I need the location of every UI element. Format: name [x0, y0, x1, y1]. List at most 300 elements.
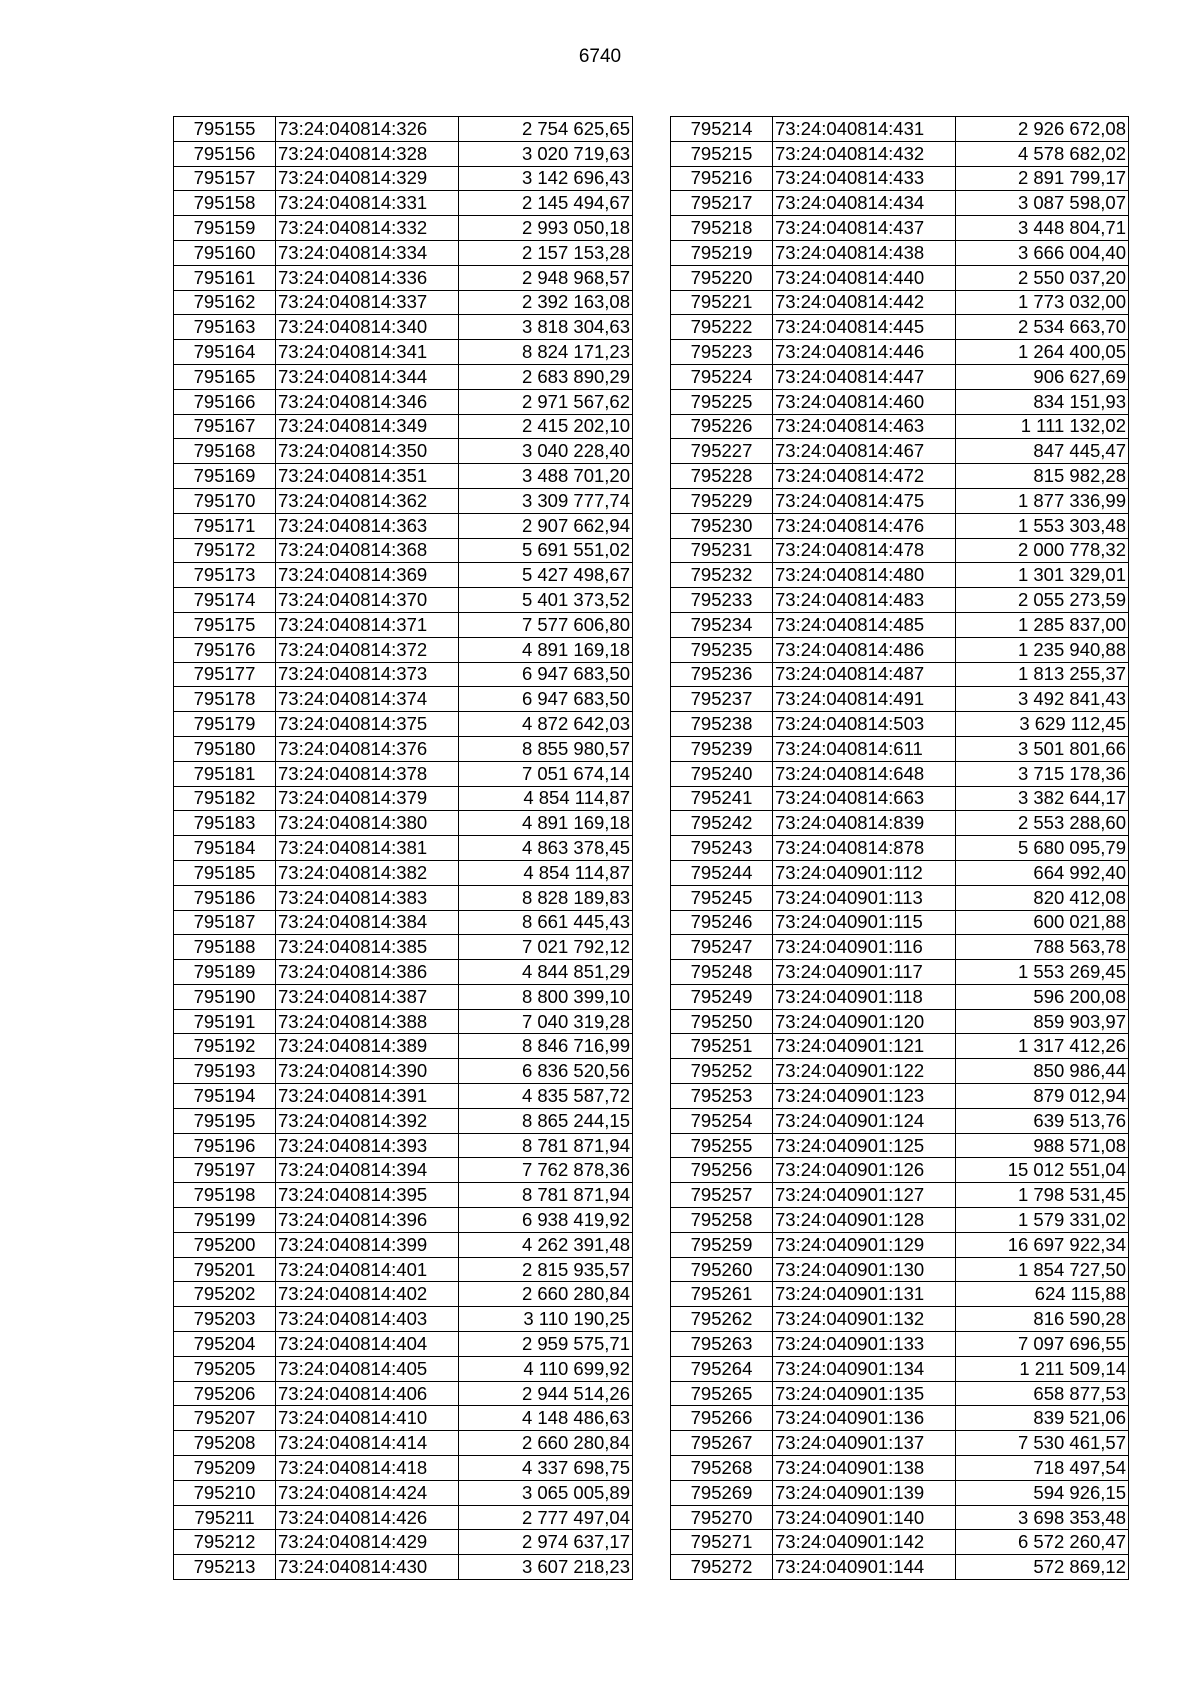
cadastral-number-cell: 73:24:040814:438 [773, 240, 956, 265]
registry-table-right-body [671, 117, 1129, 1580]
cadastral-number-cell: 73:24:040901:131 [773, 1282, 956, 1307]
table-row [671, 935, 1129, 960]
row-number-cell: 795258 [671, 1208, 773, 1233]
cadastral-number-cell: 73:24:040814:384 [276, 910, 459, 935]
cadastral-number-cell: 73:24:040814:480 [773, 563, 956, 588]
row-number-cell: 795272 [671, 1555, 773, 1580]
value-cell: 2 974 637,17 [459, 1530, 633, 1555]
value-cell: 7 577 606,80 [459, 612, 633, 637]
value-cell: 8 781 871,94 [459, 1133, 633, 1158]
table-row [671, 513, 1129, 538]
cadastral-number-cell: 73:24:040814:389 [276, 1034, 459, 1059]
cadastral-number-cell: 73:24:040814:392 [276, 1108, 459, 1133]
cadastral-number-cell: 73:24:040901:127 [773, 1183, 956, 1208]
value-cell: 5 680 095,79 [956, 836, 1129, 861]
row-number-cell: 795168 [174, 439, 276, 464]
table-row [671, 166, 1129, 191]
row-number-cell: 795188 [174, 935, 276, 960]
table-row [174, 513, 633, 538]
table-row [174, 736, 633, 761]
cadastral-number-cell: 73:24:040814:391 [276, 1084, 459, 1109]
cadastral-number-cell: 73:24:040901:134 [773, 1356, 956, 1381]
table-row [174, 910, 633, 935]
value-cell: 8 855 980,57 [459, 736, 633, 761]
table-row [174, 538, 633, 563]
value-cell: 3 629 112,45 [956, 712, 1129, 737]
row-number-cell: 795266 [671, 1406, 773, 1431]
value-cell: 624 115,88 [956, 1282, 1129, 1307]
row-number-cell: 795173 [174, 563, 276, 588]
cadastral-number-cell: 73:24:040814:374 [276, 687, 459, 712]
table-row [671, 885, 1129, 910]
table-row [671, 687, 1129, 712]
cadastral-number-cell: 73:24:040814:410 [276, 1406, 459, 1431]
cadastral-number-cell: 73:24:040814:442 [773, 290, 956, 315]
cadastral-number-cell: 73:24:040814:344 [276, 364, 459, 389]
table-row [671, 662, 1129, 687]
cadastral-number-cell: 73:24:040814:328 [276, 141, 459, 166]
row-number-cell: 795227 [671, 439, 773, 464]
row-number-cell: 795165 [174, 364, 276, 389]
value-cell: 820 412,08 [956, 885, 1129, 910]
table-row [671, 1282, 1129, 1307]
registry-table-left [173, 116, 633, 1580]
table-row [174, 1084, 633, 1109]
value-cell: 2 944 514,26 [459, 1381, 633, 1406]
row-number-cell: 795226 [671, 414, 773, 439]
value-cell: 850 986,44 [956, 1059, 1129, 1084]
row-number-cell: 795234 [671, 612, 773, 637]
table-row [671, 786, 1129, 811]
cadastral-number-cell: 73:24:040814:368 [276, 538, 459, 563]
cadastral-number-cell: 73:24:040814:381 [276, 836, 459, 861]
cadastral-number-cell: 73:24:040901:120 [773, 1009, 956, 1034]
cadastral-number-cell: 73:24:040901:113 [773, 885, 956, 910]
table-row [174, 612, 633, 637]
cadastral-number-cell: 73:24:040901:135 [773, 1381, 956, 1406]
row-number-cell: 795256 [671, 1158, 773, 1183]
row-number-cell: 795230 [671, 513, 773, 538]
table-row [174, 637, 633, 662]
table-row [671, 117, 1129, 142]
cadastral-number-cell: 73:24:040814:475 [773, 488, 956, 513]
cadastral-number-cell: 73:24:040901:136 [773, 1406, 956, 1431]
row-number-cell: 795172 [174, 538, 276, 563]
table-row [174, 1059, 633, 1084]
cadastral-number-cell: 73:24:040901:144 [773, 1555, 956, 1580]
cadastral-number-cell: 73:24:040901:140 [773, 1505, 956, 1530]
cadastral-number-cell: 73:24:040814:491 [773, 687, 956, 712]
table-row [671, 1431, 1129, 1456]
value-cell: 4 262 391,48 [459, 1232, 633, 1257]
table-row [671, 1456, 1129, 1481]
value-cell: 4 891 169,18 [459, 811, 633, 836]
cadastral-number-cell: 73:24:040814:430 [276, 1555, 459, 1580]
table-row [174, 1356, 633, 1381]
cadastral-number-cell: 73:24:040901:128 [773, 1208, 956, 1233]
value-cell: 3 501 801,66 [956, 736, 1129, 761]
cadastral-number-cell: 73:24:040814:440 [773, 265, 956, 290]
row-number-cell: 795205 [174, 1356, 276, 1381]
row-number-cell: 795244 [671, 860, 773, 885]
table-row [174, 439, 633, 464]
value-cell: 2 777 497,04 [459, 1505, 633, 1530]
value-cell: 1 553 269,45 [956, 960, 1129, 985]
table-row [671, 1356, 1129, 1381]
table-row [671, 340, 1129, 365]
row-number-cell: 795213 [174, 1555, 276, 1580]
row-number-cell: 795217 [671, 191, 773, 216]
row-number-cell: 795233 [671, 588, 773, 613]
cadastral-number-cell: 73:24:040814:487 [773, 662, 956, 687]
value-cell: 4 844 851,29 [459, 960, 633, 985]
value-cell: 1 235 940,88 [956, 637, 1129, 662]
value-cell: 1 264 400,05 [956, 340, 1129, 365]
row-number-cell: 795231 [671, 538, 773, 563]
value-cell: 3 715 178,36 [956, 761, 1129, 786]
cadastral-number-cell: 73:24:040814:431 [773, 117, 956, 142]
table-row [671, 860, 1129, 885]
value-cell: 3 142 696,43 [459, 166, 633, 191]
row-number-cell: 795157 [174, 166, 276, 191]
cadastral-number-cell: 73:24:040814:403 [276, 1307, 459, 1332]
table-row [671, 761, 1129, 786]
row-number-cell: 795190 [174, 984, 276, 1009]
value-cell: 4 148 486,63 [459, 1406, 633, 1431]
cadastral-number-cell: 73:24:040814:476 [773, 513, 956, 538]
table-row [174, 811, 633, 836]
value-cell: 2 534 663,70 [956, 315, 1129, 340]
table-row [174, 166, 633, 191]
table-row [174, 1133, 633, 1158]
cadastral-number-cell: 73:24:040814:426 [276, 1505, 459, 1530]
row-number-cell: 795185 [174, 860, 276, 885]
row-number-cell: 795195 [174, 1108, 276, 1133]
value-cell: 2 550 037,20 [956, 265, 1129, 290]
row-number-cell: 795238 [671, 712, 773, 737]
cadastral-number-cell: 73:24:040814:363 [276, 513, 459, 538]
table-row [174, 712, 633, 737]
row-number-cell: 795207 [174, 1406, 276, 1431]
row-number-cell: 795250 [671, 1009, 773, 1034]
cadastral-number-cell: 73:24:040901:117 [773, 960, 956, 985]
table-row [174, 1480, 633, 1505]
value-cell: 6 572 260,47 [956, 1530, 1129, 1555]
value-cell: 2 660 280,84 [459, 1431, 633, 1456]
row-number-cell: 795159 [174, 216, 276, 241]
value-cell: 6 938 419,92 [459, 1208, 633, 1233]
value-cell: 3 040 228,40 [459, 439, 633, 464]
cadastral-number-cell: 73:24:040814:382 [276, 860, 459, 885]
row-number-cell: 795212 [174, 1530, 276, 1555]
row-number-cell: 795158 [174, 191, 276, 216]
value-cell: 879 012,94 [956, 1084, 1129, 1109]
table-row [671, 538, 1129, 563]
cadastral-number-cell: 73:24:040814:460 [773, 389, 956, 414]
cadastral-number-cell: 73:24:040814:351 [276, 464, 459, 489]
row-number-cell: 795225 [671, 389, 773, 414]
value-cell: 8 824 171,23 [459, 340, 633, 365]
table-row [671, 1480, 1129, 1505]
value-cell: 2 660 280,84 [459, 1282, 633, 1307]
row-number-cell: 795192 [174, 1034, 276, 1059]
cadastral-number-cell: 73:24:040901:137 [773, 1431, 956, 1456]
row-number-cell: 795247 [671, 935, 773, 960]
cadastral-number-cell: 73:24:040814:432 [773, 141, 956, 166]
table-row [671, 141, 1129, 166]
cadastral-number-cell: 73:24:040814:334 [276, 240, 459, 265]
cadastral-number-cell: 73:24:040814:375 [276, 712, 459, 737]
value-cell: 4 578 682,02 [956, 141, 1129, 166]
value-cell: 1 317 412,26 [956, 1034, 1129, 1059]
page-number: 6740 [578, 46, 622, 67]
table-row [671, 984, 1129, 1009]
row-number-cell: 795232 [671, 563, 773, 588]
row-number-cell: 795223 [671, 340, 773, 365]
cadastral-number-cell: 73:24:040814:379 [276, 786, 459, 811]
cadastral-number-cell: 73:24:040814:418 [276, 1456, 459, 1481]
row-number-cell: 795241 [671, 786, 773, 811]
value-cell: 3 492 841,43 [956, 687, 1129, 712]
value-cell: 3 448 804,71 [956, 216, 1129, 241]
table-row [671, 1505, 1129, 1530]
cadastral-number-cell: 73:24:040814:372 [276, 637, 459, 662]
cadastral-number-cell: 73:24:040814:386 [276, 960, 459, 985]
table-row [671, 960, 1129, 985]
value-cell: 2 553 288,60 [956, 811, 1129, 836]
table-row [174, 1456, 633, 1481]
row-number-cell: 795245 [671, 885, 773, 910]
table-row [671, 836, 1129, 861]
row-number-cell: 795269 [671, 1480, 773, 1505]
value-cell: 7 040 319,28 [459, 1009, 633, 1034]
cadastral-number-cell: 73:24:040814:336 [276, 265, 459, 290]
cadastral-number-cell: 73:24:040814:393 [276, 1133, 459, 1158]
row-number-cell: 795265 [671, 1381, 773, 1406]
cadastral-number-cell: 73:24:040814:839 [773, 811, 956, 836]
value-cell: 1 111 132,02 [956, 414, 1129, 439]
row-number-cell: 795263 [671, 1332, 773, 1357]
cadastral-number-cell: 73:24:040814:437 [773, 216, 956, 241]
value-cell: 834 151,93 [956, 389, 1129, 414]
cadastral-number-cell: 73:24:040901:132 [773, 1307, 956, 1332]
value-cell: 1 579 331,02 [956, 1208, 1129, 1233]
table-row [174, 687, 633, 712]
cadastral-number-cell: 73:24:040814:362 [276, 488, 459, 513]
row-number-cell: 795198 [174, 1183, 276, 1208]
cadastral-number-cell: 73:24:040901:130 [773, 1257, 956, 1282]
row-number-cell: 795222 [671, 315, 773, 340]
cadastral-number-cell: 73:24:040814:369 [276, 563, 459, 588]
value-cell: 639 513,76 [956, 1108, 1129, 1133]
row-number-cell: 795187 [174, 910, 276, 935]
value-cell: 16 697 922,34 [956, 1232, 1129, 1257]
table-row [174, 141, 633, 166]
row-number-cell: 795260 [671, 1257, 773, 1282]
table-row [174, 1505, 633, 1530]
row-number-cell: 795186 [174, 885, 276, 910]
row-number-cell: 795246 [671, 910, 773, 935]
value-cell: 988 571,08 [956, 1133, 1129, 1158]
cadastral-number-cell: 73:24:040814:648 [773, 761, 956, 786]
cadastral-number-cell: 73:24:040814:341 [276, 340, 459, 365]
table-row [174, 1307, 633, 1332]
table-row [671, 712, 1129, 737]
value-cell: 1 773 032,00 [956, 290, 1129, 315]
table-row [174, 1332, 633, 1357]
value-cell: 4 110 699,92 [459, 1356, 633, 1381]
cadastral-number-cell: 73:24:040814:331 [276, 191, 459, 216]
value-cell: 6 947 683,50 [459, 662, 633, 687]
cadastral-number-cell: 73:24:040814:503 [773, 712, 956, 737]
table-row [174, 191, 633, 216]
value-cell: 6 947 683,50 [459, 687, 633, 712]
row-number-cell: 795201 [174, 1257, 276, 1282]
table-row [671, 290, 1129, 315]
value-cell: 4 863 378,45 [459, 836, 633, 861]
value-cell: 5 691 551,02 [459, 538, 633, 563]
row-number-cell: 795161 [174, 265, 276, 290]
cadastral-number-cell: 73:24:040814:395 [276, 1183, 459, 1208]
value-cell: 3 110 190,25 [459, 1307, 633, 1332]
cadastral-number-cell: 73:24:040901:142 [773, 1530, 956, 1555]
row-number-cell: 795235 [671, 637, 773, 662]
table-row [671, 1133, 1129, 1158]
value-cell: 1 813 255,37 [956, 662, 1129, 687]
cadastral-number-cell: 73:24:040901:126 [773, 1158, 956, 1183]
value-cell: 2 392 163,08 [459, 290, 633, 315]
value-cell: 2 993 050,18 [459, 216, 633, 241]
row-number-cell: 795194 [174, 1084, 276, 1109]
value-cell: 2 000 778,32 [956, 538, 1129, 563]
row-number-cell: 795156 [174, 141, 276, 166]
row-number-cell: 795174 [174, 588, 276, 613]
value-cell: 1 877 336,99 [956, 488, 1129, 513]
row-number-cell: 795209 [174, 1456, 276, 1481]
value-cell: 2 907 662,94 [459, 513, 633, 538]
row-number-cell: 795199 [174, 1208, 276, 1233]
cadastral-number-cell: 73:24:040814:371 [276, 612, 459, 637]
table-row [174, 786, 633, 811]
cadastral-number-cell: 73:24:040901:138 [773, 1456, 956, 1481]
cadastral-number-cell: 73:24:040814:405 [276, 1356, 459, 1381]
row-number-cell: 795267 [671, 1431, 773, 1456]
row-number-cell: 795252 [671, 1059, 773, 1084]
cadastral-number-cell: 73:24:040814:383 [276, 885, 459, 910]
row-number-cell: 795191 [174, 1009, 276, 1034]
table-row [671, 1332, 1129, 1357]
value-cell: 7 097 696,55 [956, 1332, 1129, 1357]
row-number-cell: 795253 [671, 1084, 773, 1109]
value-cell: 664 992,40 [956, 860, 1129, 885]
value-cell: 839 521,06 [956, 1406, 1129, 1431]
row-number-cell: 795262 [671, 1307, 773, 1332]
table-row [671, 464, 1129, 489]
value-cell: 8 661 445,43 [459, 910, 633, 935]
value-cell: 4 854 114,87 [459, 860, 633, 885]
table-row [174, 1232, 633, 1257]
table-row [174, 984, 633, 1009]
row-number-cell: 795177 [174, 662, 276, 687]
cadastral-number-cell: 73:24:040814:340 [276, 315, 459, 340]
cadastral-number-cell: 73:24:040901:122 [773, 1059, 956, 1084]
table-row [174, 414, 633, 439]
value-cell: 1 301 329,01 [956, 563, 1129, 588]
value-cell: 2 415 202,10 [459, 414, 633, 439]
table-row [174, 1555, 633, 1580]
value-cell: 15 012 551,04 [956, 1158, 1129, 1183]
table-row [671, 1059, 1129, 1084]
cadastral-number-cell: 73:24:040814:402 [276, 1282, 459, 1307]
table-row [174, 265, 633, 290]
value-cell: 2 971 567,62 [459, 389, 633, 414]
table-row [671, 1009, 1129, 1034]
table-row [671, 736, 1129, 761]
row-number-cell: 795261 [671, 1282, 773, 1307]
row-number-cell: 795271 [671, 1530, 773, 1555]
value-cell: 3 818 304,63 [459, 315, 633, 340]
row-number-cell: 795243 [671, 836, 773, 861]
table-row [671, 1555, 1129, 1580]
cadastral-number-cell: 73:24:040814:433 [773, 166, 956, 191]
table-row [174, 340, 633, 365]
cadastral-number-cell: 73:24:040814:472 [773, 464, 956, 489]
table-row [671, 439, 1129, 464]
table-row [671, 1084, 1129, 1109]
cadastral-number-cell: 73:24:040814:378 [276, 761, 459, 786]
table-row [174, 216, 633, 241]
cadastral-number-cell: 73:24:040901:121 [773, 1034, 956, 1059]
value-cell: 1 285 837,00 [956, 612, 1129, 637]
row-number-cell: 795180 [174, 736, 276, 761]
table-row [174, 1406, 633, 1431]
row-number-cell: 795251 [671, 1034, 773, 1059]
table-row [671, 389, 1129, 414]
cadastral-number-cell: 73:24:040814:611 [773, 736, 956, 761]
table-row [671, 1530, 1129, 1555]
row-number-cell: 795160 [174, 240, 276, 265]
row-number-cell: 795164 [174, 340, 276, 365]
cadastral-number-cell: 73:24:040814:350 [276, 439, 459, 464]
value-cell: 5 427 498,67 [459, 563, 633, 588]
cadastral-number-cell: 73:24:040814:337 [276, 290, 459, 315]
table-row [174, 588, 633, 613]
row-number-cell: 795229 [671, 488, 773, 513]
value-cell: 4 872 642,03 [459, 712, 633, 737]
value-cell: 7 762 878,36 [459, 1158, 633, 1183]
table-row [671, 1257, 1129, 1282]
cadastral-number-cell: 73:24:040814:429 [276, 1530, 459, 1555]
table-row [174, 1431, 633, 1456]
row-number-cell: 795189 [174, 960, 276, 985]
cadastral-number-cell: 73:24:040814:346 [276, 389, 459, 414]
row-number-cell: 795178 [174, 687, 276, 712]
table-row [174, 1183, 633, 1208]
row-number-cell: 795203 [174, 1307, 276, 1332]
row-number-cell: 795221 [671, 290, 773, 315]
table-row [671, 1108, 1129, 1133]
cadastral-number-cell: 73:24:040814:467 [773, 439, 956, 464]
value-cell: 3 309 777,74 [459, 488, 633, 513]
value-cell: 600 021,88 [956, 910, 1129, 935]
cadastral-number-cell: 73:24:040814:370 [276, 588, 459, 613]
table-row [671, 1183, 1129, 1208]
row-number-cell: 795215 [671, 141, 773, 166]
value-cell: 8 828 189,83 [459, 885, 633, 910]
row-number-cell: 795183 [174, 811, 276, 836]
value-cell: 596 200,08 [956, 984, 1129, 1009]
row-number-cell: 795214 [671, 117, 773, 142]
